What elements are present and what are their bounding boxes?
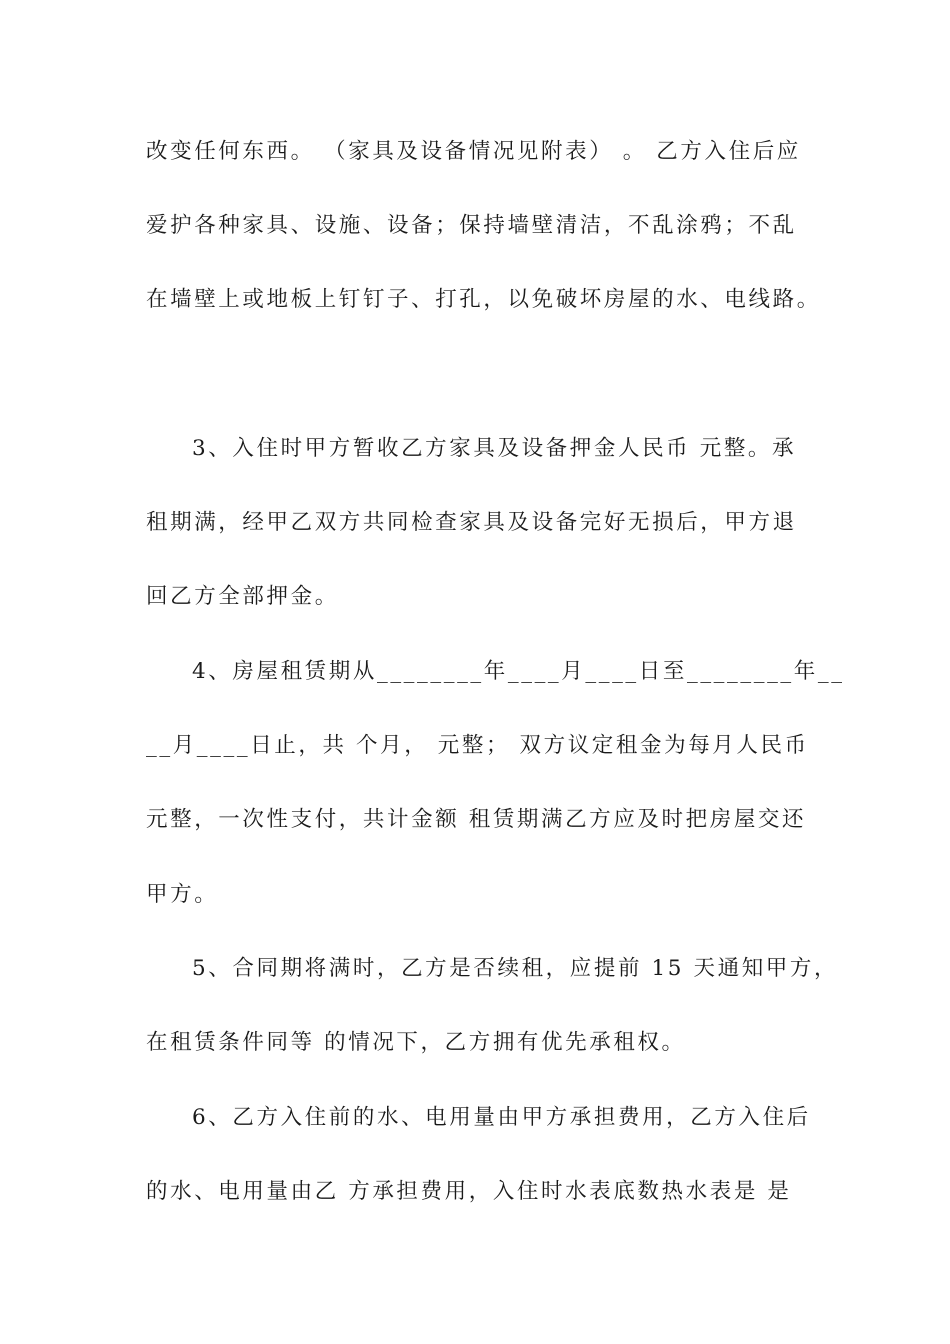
text-line: 的水、电用量由乙 方承担费用，入住时水表底数热水表是 是 (146, 1179, 792, 1204)
text-line: 改变任何东西。 （家具及设备情况见附表） 。 乙方入住后应 (146, 139, 801, 164)
text-line: __月____日止，共 个月， 元整； 双方议定租金为每月人民币 (146, 733, 809, 758)
text-line: 爱护各种家具、设施、设备；保持墙壁清洁，不乱涂鸦；不乱 (146, 213, 797, 238)
clause-5-line: 5、合同期将满时，乙方是否续租，应提前 15 天通知甲方， (192, 956, 839, 981)
text-line: 租期满，经甲乙双方共同检查家具及设备完好无损后，甲方退 (146, 510, 797, 535)
text-line: 甲方。 (146, 882, 219, 907)
text-line: 在租赁条件同等 的情况下，乙方拥有优先承租权。 (146, 1030, 686, 1055)
text-line: 回乙方全部押金。 (146, 584, 339, 609)
clause-4-line: 4、房屋租赁期从________年____月____日至________年__ (192, 659, 845, 684)
clause-6-line: 6、乙方入住前的水、电用量由甲方承担费用，乙方入住后 (192, 1105, 811, 1130)
clause-3-line: 3、入住时甲方暂收乙方家具及设备押金人民币 元整。承 (192, 436, 797, 461)
text-line: 在墙壁上或地板上钉钉子、打孔，以免破坏房屋的水、电线路。 (146, 287, 821, 312)
text-line: 元整，一次性支付，共计金额 租赁期满乙方应及时把房屋交还 (146, 807, 807, 832)
